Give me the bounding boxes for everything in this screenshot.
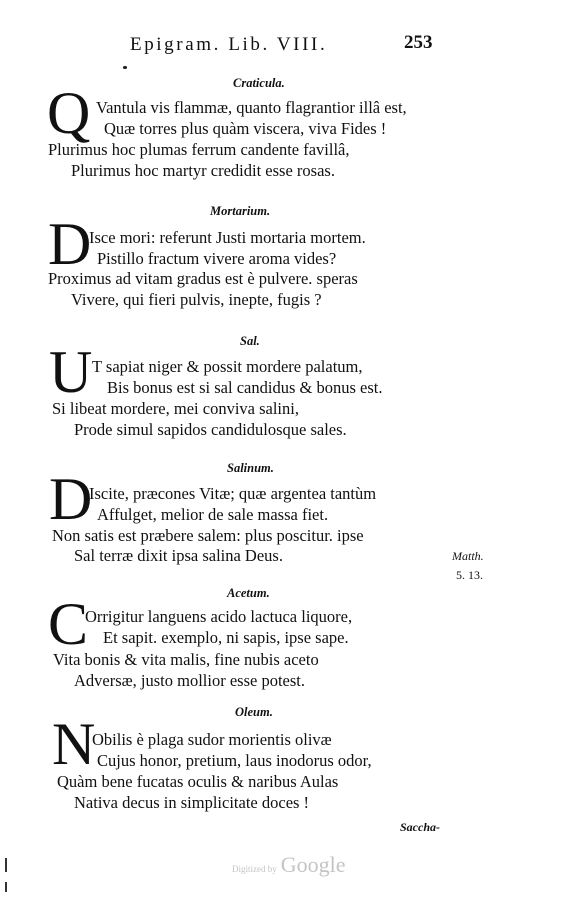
page-number: 253: [404, 32, 433, 53]
verse-line: Quàm bene fucatas oculis & naribus Aulas: [57, 772, 339, 791]
verse-line: Bis bonus est si sal candidus & bonus est.: [107, 378, 383, 397]
verse-line: Sal terræ dixit ipsa salina Deus.: [74, 546, 283, 565]
verse-line: Iscite, præcones Vitæ; quæ argentea tantùm: [89, 484, 377, 503]
verse-line: Adversæ, justo mollior esse potest.: [74, 671, 305, 690]
verse-line: Orrigitur languens acido lactuca liquore,: [85, 607, 353, 626]
scan-edge-mark: [5, 882, 7, 892]
digitized-watermark: [232, 852, 346, 878]
verse-line: Vantula vis flammæ, quanto flagrantior illâ est,: [96, 98, 407, 117]
verse-line: Quæ torres plus quàm viscera, viva Fides !: [104, 119, 387, 138]
drop-cap: D: [49, 466, 93, 532]
drop-cap: U: [49, 339, 93, 405]
epigram-title: Oleum.: [235, 705, 273, 719]
epigram-title: Craticula.: [233, 76, 285, 90]
google-logo: Google: [280, 852, 346, 877]
margin-note: Matth.: [452, 549, 484, 563]
verse-line: Cujus honor, pretium, laus inodorus odor,: [97, 751, 372, 770]
epigram-title: Acetum.: [227, 586, 270, 600]
epigram-title: Mortarium.: [210, 204, 271, 218]
drop-cap: C: [48, 591, 89, 657]
verse-line: Proximus ad vitam gradus est è pulvere. speras: [48, 269, 358, 288]
verse-line: Nativa decus in simplicitate doces !: [74, 793, 310, 812]
ink-speck: [123, 66, 127, 69]
drop-cap: Q: [47, 80, 91, 146]
scan-edge-mark: [5, 858, 7, 872]
drop-cap: D: [48, 211, 92, 277]
verse-line: Plurimus hoc plumas ferrum candente favillâ,: [48, 140, 350, 159]
verse-line: Non satis est præbere salem: plus poscitur. ipse: [52, 526, 364, 545]
running-title: Epigram. Lib. VIII.: [130, 34, 328, 55]
verse-line: T sapiat niger & possit mordere palatum,: [92, 357, 363, 376]
watermark-prefix: Digitized by: [232, 864, 277, 874]
verse-line: Obilis è plaga sudor morientis olivæ: [92, 730, 332, 749]
margin-reference: 5. 13.: [456, 568, 483, 582]
verse-line: Isce mori: referunt Justi mortaria mortem.: [89, 228, 366, 247]
verse-line: Plurimus hoc martyr credidit esse rosas.: [71, 161, 335, 180]
drop-cap: N: [52, 711, 96, 777]
verse-line: Pistillo fractum vivere aroma vides?: [97, 249, 337, 268]
verse-line: Prode simul sapidos candidulosque sales.: [74, 420, 347, 439]
verse-line: Vita bonis & vita malis, fine nubis aceto: [53, 650, 319, 669]
catchword: Saccha-: [400, 820, 440, 834]
verse-line: Vivere, qui fieri pulvis, inepte, fugis ?: [71, 290, 322, 309]
verse-line: Affulget, melior de sale massa fiet.: [97, 505, 329, 524]
verse-line: Et sapit. exemplo, ni sapis, ipse sape.: [103, 628, 349, 647]
epigram-title: Salinum.: [227, 461, 274, 475]
epigram-title: Sal.: [240, 334, 260, 348]
verse-line: Si libeat mordere, mei conviva salini,: [52, 399, 299, 418]
